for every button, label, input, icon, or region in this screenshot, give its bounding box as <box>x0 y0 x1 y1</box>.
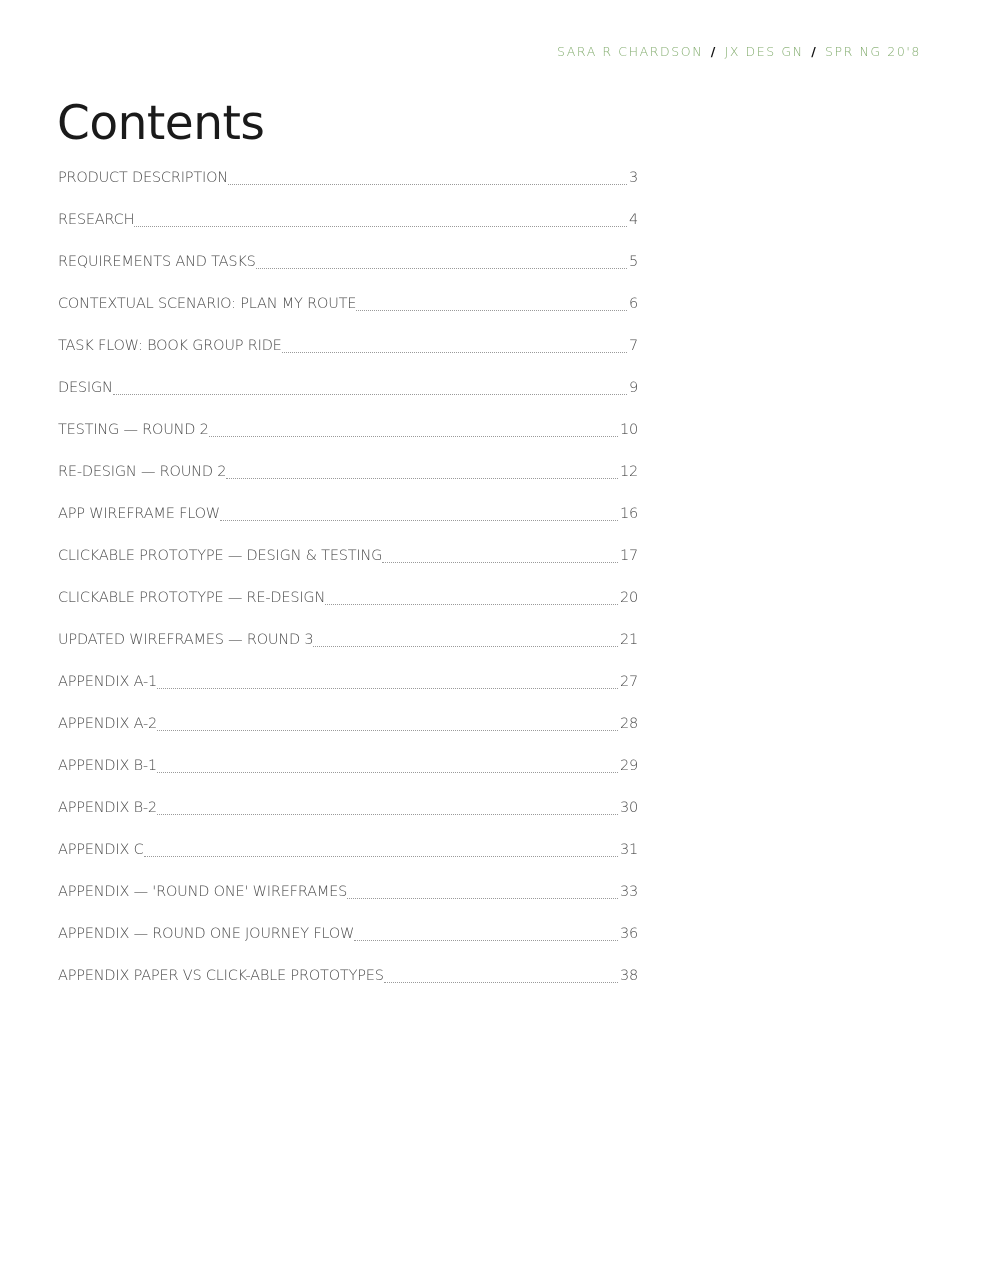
page-title: Contents <box>57 96 265 151</box>
toc-entry[interactable] <box>58 692 638 734</box>
toc-entry-label: REQUIREMENTS AND TASKS <box>58 254 256 270</box>
toc-entry[interactable] <box>58 944 638 986</box>
toc-entry-label: APPENDIX B-2 <box>58 800 157 816</box>
toc-entry-label: PRODUCT DESCRIPTION <box>58 170 228 186</box>
header-separator: / <box>710 44 717 59</box>
toc-entry[interactable] <box>58 482 638 524</box>
toc-entry[interactable] <box>58 188 638 230</box>
toc-entry-page: 17 <box>619 548 638 564</box>
toc-entry[interactable] <box>58 860 638 902</box>
dot-leader <box>356 309 627 311</box>
dot-leader <box>384 981 618 983</box>
toc-entry[interactable] <box>58 440 638 482</box>
dot-leader <box>157 813 618 815</box>
toc-entry[interactable] <box>58 902 638 944</box>
toc-entry[interactable] <box>58 734 638 776</box>
toc-entry-label: RE-DESIGN — ROUND 2 <box>58 464 227 480</box>
toc-entry-label: CLICKABLE PROTOTYPE — DESIGN & TESTING <box>58 548 383 564</box>
table-of-contents <box>58 168 638 986</box>
toc-entry[interactable] <box>58 524 638 566</box>
dot-leader <box>157 687 618 689</box>
dot-leader <box>134 225 627 227</box>
toc-entry[interactable] <box>58 398 638 440</box>
header-separator: / <box>811 44 818 59</box>
dot-leader <box>226 477 618 479</box>
toc-entry-page: 5 <box>628 254 638 270</box>
toc-entry-label: APPENDIX C <box>58 842 144 858</box>
toc-entry-page: 12 <box>619 464 638 480</box>
dot-leader <box>157 729 618 731</box>
header-author: SARA R CHARDSON <box>557 44 704 59</box>
toc-entry[interactable] <box>58 356 638 398</box>
toc-entry-label: APPENDIX — 'ROUND ONE' WIREFRAMES <box>58 884 348 900</box>
toc-entry[interactable] <box>58 230 638 272</box>
toc-entry-page: 28 <box>619 716 638 732</box>
dot-leader <box>157 771 618 773</box>
toc-entry-page: 38 <box>619 968 638 984</box>
toc-entry-page: 27 <box>619 674 638 690</box>
toc-entry[interactable] <box>58 272 638 314</box>
dot-leader <box>282 351 627 353</box>
toc-entry[interactable] <box>58 608 638 650</box>
toc-entry-label: APPENDIX B-1 <box>58 758 157 774</box>
toc-entry-page: 3 <box>628 170 638 186</box>
toc-entry-label: APPENDIX A-2 <box>58 716 158 732</box>
dot-leader <box>382 561 618 563</box>
toc-entry-label: TASK FLOW: BOOK GROUP RIDE <box>58 338 282 354</box>
toc-entry-page: 16 <box>619 506 638 522</box>
dot-leader <box>313 645 618 647</box>
toc-entry-label: APPENDIX PAPER VS CLICK-ABLE PROTOTYPES <box>58 968 384 984</box>
dot-leader <box>347 897 618 899</box>
dot-leader <box>113 393 627 395</box>
toc-entry[interactable] <box>58 818 638 860</box>
toc-entry-page: 4 <box>628 212 638 228</box>
dot-leader <box>228 183 627 185</box>
toc-entry-label: CLICKABLE PROTOTYPE — RE-DESIGN <box>58 590 326 606</box>
toc-entry-page: 7 <box>628 338 638 354</box>
dot-leader <box>144 855 618 857</box>
toc-entry-label: APPENDIX — ROUND ONE JOURNEY FLOW <box>58 926 355 942</box>
toc-entry-page: 30 <box>619 800 638 816</box>
running-header <box>557 44 921 59</box>
toc-entry[interactable] <box>58 650 638 692</box>
toc-entry[interactable] <box>58 168 638 188</box>
dot-leader <box>209 435 618 437</box>
header-course: JX DES GN <box>724 44 804 59</box>
toc-entry-label: DESIGN <box>58 380 113 396</box>
toc-entry-page: 33 <box>619 884 638 900</box>
toc-entry-page: 29 <box>619 758 638 774</box>
toc-entry-page: 6 <box>628 296 638 312</box>
toc-entry-page: 31 <box>619 842 638 858</box>
header-term: SPR NG 20'8 <box>824 44 921 59</box>
dot-leader <box>256 267 627 269</box>
toc-entry-page: 9 <box>628 380 638 396</box>
toc-entry-label: APP WIREFRAME FLOW <box>58 506 220 522</box>
toc-entry-label: APPENDIX A-1 <box>58 674 158 690</box>
toc-entry[interactable] <box>58 566 638 608</box>
toc-entry-page: 36 <box>619 926 638 942</box>
dot-leader <box>220 519 618 521</box>
toc-entry[interactable] <box>58 776 638 818</box>
toc-entry-label: CONTEXTUAL SCENARIO: PLAN MY ROUTE <box>58 296 357 312</box>
toc-entry-label: TESTING — ROUND 2 <box>58 422 209 438</box>
toc-entry[interactable] <box>58 314 638 356</box>
toc-entry-page: 20 <box>619 590 638 606</box>
dot-leader <box>325 603 618 605</box>
toc-entry-page: 10 <box>619 422 638 438</box>
toc-entry-page: 21 <box>619 632 638 648</box>
toc-entry-label: RESEARCH <box>58 212 135 228</box>
toc-entry-label: UPDATED WIREFRAMES — ROUND 3 <box>58 632 314 648</box>
dot-leader <box>354 939 618 941</box>
